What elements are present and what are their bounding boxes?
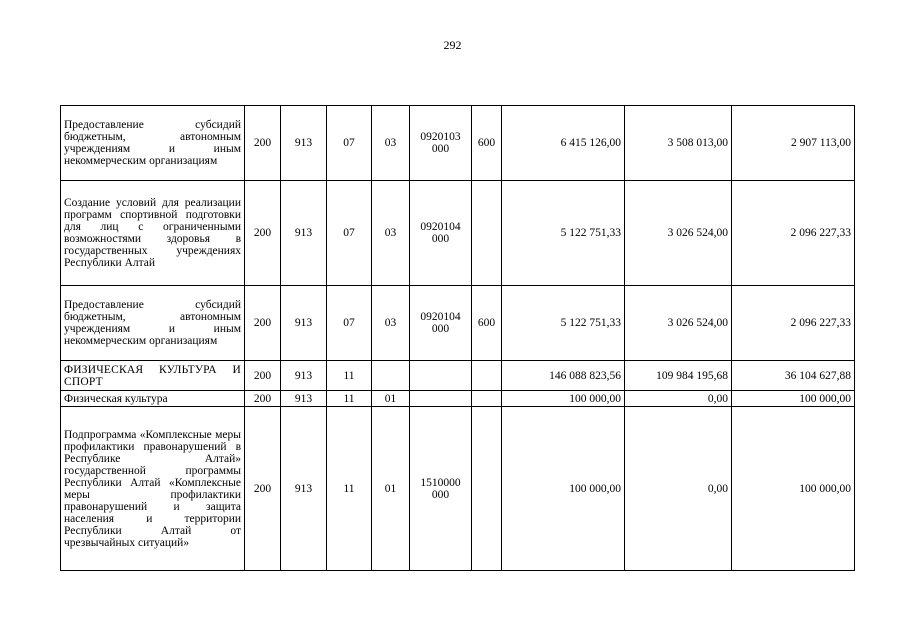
sum3-cell: 2 096 227,33 [732, 286, 855, 361]
sum3-cell: 100 000,00 [732, 391, 855, 407]
target-cell: 1510000 000 [410, 407, 472, 571]
page-number: 292 [443, 38, 462, 52]
target-cell: 0920104 000 [410, 181, 472, 286]
section-cell: 07 [327, 286, 372, 361]
sum1-cell: 6 415 126,00 [502, 106, 625, 181]
table-row [61, 286, 855, 361]
grbs-cell: 200 [245, 407, 281, 571]
admin-cell: 913 [281, 181, 327, 286]
section-cell: 11 [327, 361, 372, 391]
sum1-cell: 146 088 823,56 [502, 361, 625, 391]
vr-cell: 600 [472, 286, 502, 361]
admin-cell: 913 [281, 361, 327, 391]
sum1-cell: 5 122 751,33 [502, 286, 625, 361]
vr-cell [472, 181, 502, 286]
subsection-cell: 03 [372, 181, 410, 286]
grbs-cell: 200 [245, 181, 281, 286]
sum3-cell: 36 104 627,88 [732, 361, 855, 391]
subsection-cell: 03 [372, 286, 410, 361]
target-cell [410, 391, 472, 407]
row-name: ФИЗИЧЕСКАЯ КУЛЬТУРА И СПОРТ [61, 361, 245, 391]
row-name: Предоставление субсидий бюджетным, автономным учреждениям и иным некоммерческим организациям [61, 286, 245, 361]
vr-cell [472, 407, 502, 571]
subsection-cell: 01 [372, 391, 410, 407]
table-row [61, 181, 855, 286]
vr-cell [472, 361, 502, 391]
admin-cell: 913 [281, 391, 327, 407]
sum2-cell: 3 026 524,00 [625, 286, 732, 361]
table-row [61, 391, 855, 407]
section-cell: 07 [327, 181, 372, 286]
table-row [61, 106, 855, 181]
target-cell: 0920103 000 [410, 106, 472, 181]
sum1-cell: 5 122 751,33 [502, 181, 625, 286]
admin-cell: 913 [281, 286, 327, 361]
sum2-cell: 3 508 013,00 [625, 106, 732, 181]
subsection-cell [372, 361, 410, 391]
section-cell: 11 [327, 407, 372, 571]
grbs-cell: 200 [245, 361, 281, 391]
grbs-cell: 200 [245, 286, 281, 361]
sum2-cell: 3 026 524,00 [625, 181, 732, 286]
budget-table [60, 105, 855, 571]
admin-cell: 913 [281, 407, 327, 571]
grbs-cell: 200 [245, 106, 281, 181]
sum1-cell: 100 000,00 [502, 391, 625, 407]
sum3-cell: 2 907 113,00 [732, 106, 855, 181]
row-name: Подпрограмма «Комплексные меры профилактики правонарушений в Республике Алтай» государственной программы Республики Алтай «Комплексные меры профилактики правонарушений и защита населения и территории Республики Алтай от чрезвычайных ситуаций» [61, 407, 245, 571]
row-name: Физическая культура [61, 391, 245, 407]
sum1-cell: 100 000,00 [502, 407, 625, 571]
sum2-cell: 0,00 [625, 391, 732, 407]
table-row [61, 361, 855, 391]
sum2-cell: 0,00 [625, 407, 732, 571]
sum3-cell: 100 000,00 [732, 407, 855, 571]
row-name: Предоставление субсидий бюджетным, автономным учреждениям и иным некоммерческим организациям [61, 106, 245, 181]
admin-cell: 913 [281, 106, 327, 181]
target-cell: 0920104 000 [410, 286, 472, 361]
target-cell [410, 361, 472, 391]
sum3-cell: 2 096 227,33 [732, 181, 855, 286]
table-row [61, 407, 855, 571]
section-cell: 11 [327, 391, 372, 407]
sum2-cell: 109 984 195,68 [625, 361, 732, 391]
vr-cell: 600 [472, 106, 502, 181]
section-cell: 07 [327, 106, 372, 181]
grbs-cell: 200 [245, 391, 281, 407]
subsection-cell: 03 [372, 106, 410, 181]
vr-cell [472, 391, 502, 407]
row-name: Создание условий для реализации программ спортивной подготовки для лиц с ограниченными возможностями здоровья в государственных учреждениях Республики Алтай [61, 181, 245, 286]
subsection-cell: 01 [372, 407, 410, 571]
